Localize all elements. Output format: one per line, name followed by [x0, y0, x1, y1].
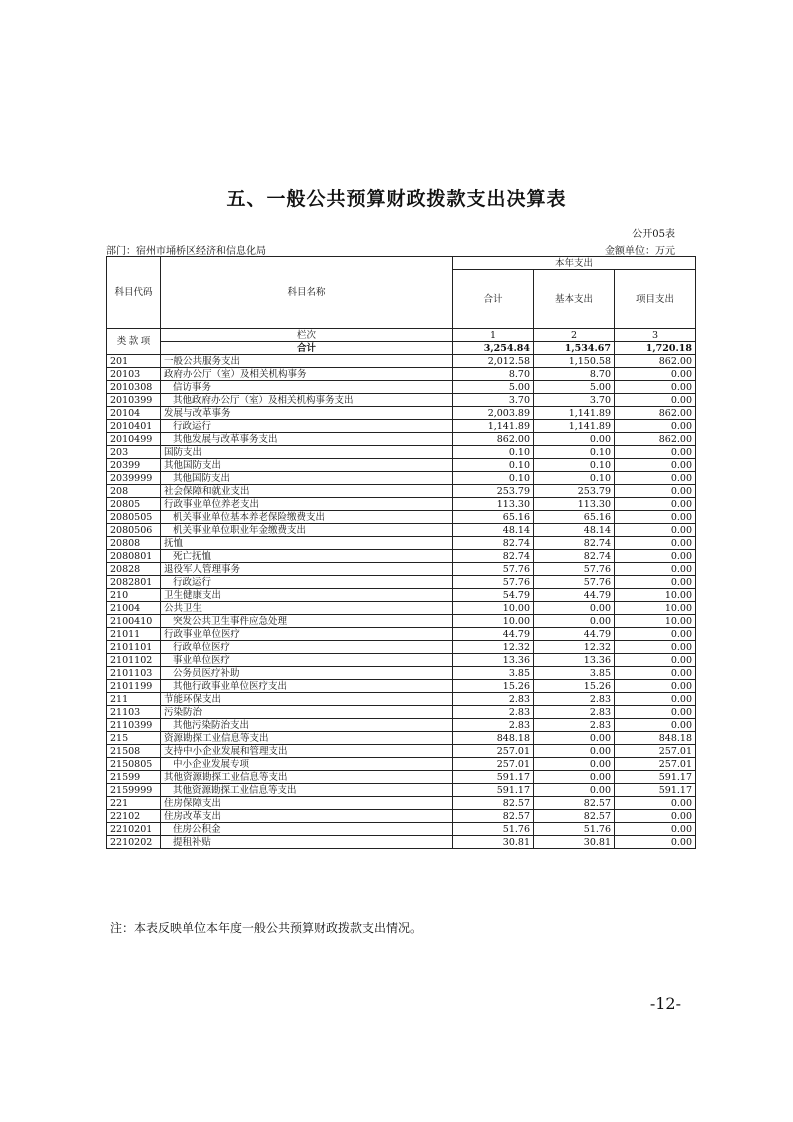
department-label: 部门：宿州市埇桥区经济和信息化局	[106, 246, 266, 257]
basic-amount: 5.00	[534, 381, 615, 394]
table-row	[107, 654, 696, 667]
table-row	[107, 472, 696, 485]
basic-amount: 113.30	[534, 498, 615, 511]
subject-code: 21004	[107, 602, 161, 615]
table-row	[107, 810, 696, 823]
column-index-3: 3	[615, 329, 696, 342]
table-row	[107, 823, 696, 836]
total-amount: 3.85	[453, 667, 534, 680]
basic-amount: 82.57	[534, 797, 615, 810]
subject-name: 退役军人管理事务	[161, 563, 453, 576]
page-number: -12-	[649, 994, 681, 1013]
sum-row-label: 合计	[161, 342, 453, 355]
total-amount: 57.76	[453, 576, 534, 589]
subject-name: 机关事业单位职业年金缴费支出	[161, 524, 453, 537]
project-amount: 0.00	[615, 420, 696, 433]
basic-amount: 44.79	[534, 628, 615, 641]
project-amount: 257.01	[615, 758, 696, 771]
subject-name: 抚恤	[161, 537, 453, 550]
basic-amount: 30.81	[534, 836, 615, 849]
subject-code: 208	[107, 485, 161, 498]
total-amount: 862.00	[453, 433, 534, 446]
table-row	[107, 368, 696, 381]
project-amount: 862.00	[615, 407, 696, 420]
subject-name: 住房改革支出	[161, 810, 453, 823]
total-amount: 0.10	[453, 472, 534, 485]
total-header: 合计	[453, 270, 534, 329]
basic-amount: 48.14	[534, 524, 615, 537]
table-row	[107, 615, 696, 628]
table-row	[107, 758, 696, 771]
subject-code: 2080506	[107, 524, 161, 537]
basic-amount: 82.57	[534, 810, 615, 823]
total-amount: 51.76	[453, 823, 534, 836]
subject-name: 死亡抚恤	[161, 550, 453, 563]
category-levels-header	[107, 329, 161, 355]
project-amount: 0.00	[615, 706, 696, 719]
project-amount: 862.00	[615, 433, 696, 446]
basic-amount: 0.10	[534, 459, 615, 472]
table-row	[107, 771, 696, 784]
table-row	[107, 589, 696, 602]
table-row	[107, 745, 696, 758]
lei-label: 类	[116, 336, 127, 347]
subject-name: 支持中小企业发展和管理支出	[161, 745, 453, 758]
total-amount: 113.30	[453, 498, 534, 511]
project-amount: 0.00	[615, 524, 696, 537]
basic-amount: 0.10	[534, 446, 615, 459]
subject-name: 住房保障支出	[161, 797, 453, 810]
xiang-label: 项	[140, 336, 151, 347]
total-amount: 82.57	[453, 797, 534, 810]
subject-code: 210	[107, 589, 161, 602]
project-amount: 0.00	[615, 511, 696, 524]
basic-expense-header: 基本支出	[534, 270, 615, 329]
table-row	[107, 836, 696, 849]
amount-unit-label: 金额单位：万元	[605, 246, 675, 257]
project-amount: 0.00	[615, 394, 696, 407]
project-amount: 0.00	[615, 459, 696, 472]
sum-basic: 1,534.67	[534, 342, 615, 355]
table-row	[107, 420, 696, 433]
table-row	[107, 407, 696, 420]
subject-name: 国防支出	[161, 446, 453, 459]
project-amount: 0.00	[615, 446, 696, 459]
subject-code: 221	[107, 797, 161, 810]
subject-name: 社会保障和就业支出	[161, 485, 453, 498]
subject-code: 21103	[107, 706, 161, 719]
basic-amount: 82.74	[534, 537, 615, 550]
project-amount: 591.17	[615, 784, 696, 797]
project-amount: 0.00	[615, 576, 696, 589]
basic-amount: 3.70	[534, 394, 615, 407]
table-row	[107, 459, 696, 472]
basic-amount: 12.32	[534, 641, 615, 654]
subject-code: 2210201	[107, 823, 161, 836]
subject-name: 事业单位医疗	[161, 654, 453, 667]
subject-code: 2100410	[107, 615, 161, 628]
basic-amount: 2.83	[534, 693, 615, 706]
subject-name: 其他资源勘探工业信息等支出	[161, 784, 453, 797]
table-row	[107, 719, 696, 732]
basic-amount: 8.70	[534, 368, 615, 381]
project-amount: 862.00	[615, 355, 696, 368]
subject-name: 其他资源勘探工业信息等支出	[161, 771, 453, 784]
basic-amount: 1,150.58	[534, 355, 615, 368]
table-row	[107, 797, 696, 810]
project-amount: 0.00	[615, 381, 696, 394]
project-amount: 0.00	[615, 368, 696, 381]
subject-code: 2080801	[107, 550, 161, 563]
project-amount: 0.00	[615, 654, 696, 667]
table-row	[107, 602, 696, 615]
subject-code: 215	[107, 732, 161, 745]
table-row	[107, 498, 696, 511]
table-row	[107, 550, 696, 563]
basic-amount: 253.79	[534, 485, 615, 498]
subject-name: 发展与改革事务	[161, 407, 453, 420]
subject-code: 22102	[107, 810, 161, 823]
basic-amount: 0.00	[534, 758, 615, 771]
form-code: 公开05表	[632, 229, 675, 240]
subject-name-header: 科目名称	[161, 257, 453, 329]
basic-amount: 65.16	[534, 511, 615, 524]
subject-name: 其他国防支出	[161, 472, 453, 485]
subject-code: 21011	[107, 628, 161, 641]
total-amount: 2.83	[453, 693, 534, 706]
subject-code: 20828	[107, 563, 161, 576]
subject-code-header: 科目代码	[107, 257, 161, 329]
total-amount: 2.83	[453, 706, 534, 719]
basic-amount: 1,141.89	[534, 407, 615, 420]
total-amount: 82.74	[453, 550, 534, 563]
table-row	[107, 563, 696, 576]
subject-code: 211	[107, 693, 161, 706]
total-amount: 591.17	[453, 771, 534, 784]
subject-code: 2150805	[107, 758, 161, 771]
basic-amount: 3.85	[534, 667, 615, 680]
table-row	[107, 784, 696, 797]
total-amount: 5.00	[453, 381, 534, 394]
subject-code: 2101199	[107, 680, 161, 693]
project-amount: 0.00	[615, 836, 696, 849]
project-amount: 10.00	[615, 589, 696, 602]
subject-code: 20104	[107, 407, 161, 420]
basic-amount: 0.00	[534, 784, 615, 797]
table-row	[107, 732, 696, 745]
project-amount: 10.00	[615, 615, 696, 628]
subject-code: 2010399	[107, 394, 161, 407]
column-index-label: 栏次	[161, 329, 453, 342]
subject-name: 提租补贴	[161, 836, 453, 849]
total-amount: 30.81	[453, 836, 534, 849]
project-amount: 591.17	[615, 771, 696, 784]
subject-code: 2010401	[107, 420, 161, 433]
total-amount: 257.01	[453, 758, 534, 771]
subject-name: 节能环保支出	[161, 693, 453, 706]
total-amount: 12.32	[453, 641, 534, 654]
subject-name: 行政运行	[161, 420, 453, 433]
subject-code: 2082801	[107, 576, 161, 589]
kuan-label: 款	[128, 336, 139, 347]
basic-amount: 0.00	[534, 615, 615, 628]
project-amount: 10.00	[615, 602, 696, 615]
project-expense-header: 项目支出	[615, 270, 696, 329]
table-row	[107, 446, 696, 459]
table-row	[107, 693, 696, 706]
subject-code: 2159999	[107, 784, 161, 797]
subject-name: 行政运行	[161, 576, 453, 589]
total-amount: 57.76	[453, 563, 534, 576]
total-amount: 13.36	[453, 654, 534, 667]
total-amount: 48.14	[453, 524, 534, 537]
basic-amount: 0.00	[534, 771, 615, 784]
total-amount: 10.00	[453, 602, 534, 615]
project-amount: 0.00	[615, 823, 696, 836]
table-row	[107, 537, 696, 550]
total-amount: 8.70	[453, 368, 534, 381]
table-row	[107, 706, 696, 719]
subject-name: 其他政府办公厅（室）及相关机构事务支出	[161, 394, 453, 407]
sum-total: 3,254.84	[453, 342, 534, 355]
basic-amount: 0.00	[534, 745, 615, 758]
total-amount: 2.83	[453, 719, 534, 732]
total-amount: 2,003.89	[453, 407, 534, 420]
subject-code: 2039999	[107, 472, 161, 485]
table-row	[107, 433, 696, 446]
basic-amount: 2.83	[534, 706, 615, 719]
project-amount: 0.00	[615, 810, 696, 823]
subject-name: 其他行政事业单位医疗支出	[161, 680, 453, 693]
table-row	[107, 576, 696, 589]
project-amount: 0.00	[615, 680, 696, 693]
subject-code: 21508	[107, 745, 161, 758]
subject-name: 公共卫生	[161, 602, 453, 615]
subject-name: 突发公共卫生事件应急处理	[161, 615, 453, 628]
subject-code: 21599	[107, 771, 161, 784]
expenditure-table	[106, 256, 696, 849]
subject-code: 2101103	[107, 667, 161, 680]
subject-name: 行政事业单位养老支出	[161, 498, 453, 511]
total-amount: 848.18	[453, 732, 534, 745]
subject-code: 20399	[107, 459, 161, 472]
subject-name: 行政事业单位医疗	[161, 628, 453, 641]
total-amount: 0.10	[453, 459, 534, 472]
subject-name: 污染防治	[161, 706, 453, 719]
basic-amount: 0.00	[534, 732, 615, 745]
total-amount: 2,012.58	[453, 355, 534, 368]
subject-name: 公务员医疗补助	[161, 667, 453, 680]
project-amount: 0.00	[615, 667, 696, 680]
subject-code: 2010308	[107, 381, 161, 394]
total-amount: 82.57	[453, 810, 534, 823]
subject-code: 203	[107, 446, 161, 459]
subject-code: 2101101	[107, 641, 161, 654]
subject-name: 资源勘探工业信息等支出	[161, 732, 453, 745]
project-amount: 0.00	[615, 537, 696, 550]
basic-amount: 57.76	[534, 576, 615, 589]
subject-code: 2010499	[107, 433, 161, 446]
total-amount: 10.00	[453, 615, 534, 628]
subject-name: 其他污染防治支出	[161, 719, 453, 732]
subject-name: 信访事务	[161, 381, 453, 394]
subject-name: 其他国防支出	[161, 459, 453, 472]
total-amount: 591.17	[453, 784, 534, 797]
total-amount: 54.79	[453, 589, 534, 602]
subject-name: 政府办公厅（室）及相关机构事务	[161, 368, 453, 381]
table-row	[107, 394, 696, 407]
project-amount: 0.00	[615, 628, 696, 641]
table-row	[107, 641, 696, 654]
basic-amount: 57.76	[534, 563, 615, 576]
project-amount: 0.00	[615, 693, 696, 706]
project-amount: 0.00	[615, 719, 696, 732]
project-amount: 0.00	[615, 641, 696, 654]
subject-code: 20103	[107, 368, 161, 381]
subject-code: 2110399	[107, 719, 161, 732]
total-amount: 257.01	[453, 745, 534, 758]
table-note: 注：本表反映单位本年度一般公共预算财政拨款支出情况。	[110, 921, 423, 935]
subject-code: 20805	[107, 498, 161, 511]
total-amount: 65.16	[453, 511, 534, 524]
basic-amount: 44.79	[534, 589, 615, 602]
subject-name: 机关事业单位基本养老保险缴费支出	[161, 511, 453, 524]
table-row	[107, 680, 696, 693]
table-row	[107, 355, 696, 368]
subject-name: 行政单位医疗	[161, 641, 453, 654]
basic-amount: 0.00	[534, 433, 615, 446]
subject-code: 2080505	[107, 511, 161, 524]
current-year-header: 本年支出	[453, 257, 696, 270]
basic-amount: 13.36	[534, 654, 615, 667]
total-amount: 15.26	[453, 680, 534, 693]
subject-code: 2101102	[107, 654, 161, 667]
basic-amount: 15.26	[534, 680, 615, 693]
total-amount: 3.70	[453, 394, 534, 407]
project-amount: 848.18	[615, 732, 696, 745]
total-amount: 1,141.89	[453, 420, 534, 433]
basic-amount: 2.83	[534, 719, 615, 732]
project-amount: 0.00	[615, 472, 696, 485]
project-amount: 0.00	[615, 550, 696, 563]
project-amount: 0.00	[615, 563, 696, 576]
project-amount: 257.01	[615, 745, 696, 758]
basic-amount: 0.00	[534, 602, 615, 615]
total-amount: 253.79	[453, 485, 534, 498]
subject-name: 一般公共服务支出	[161, 355, 453, 368]
table-row	[107, 485, 696, 498]
basic-amount: 51.76	[534, 823, 615, 836]
page-title: 五、一般公共预算财政拨款支出决算表	[226, 188, 567, 210]
table-row	[107, 628, 696, 641]
subject-code: 201	[107, 355, 161, 368]
project-amount: 0.00	[615, 485, 696, 498]
project-amount: 0.00	[615, 498, 696, 511]
sum-project: 1,720.18	[615, 342, 696, 355]
basic-amount: 82.74	[534, 550, 615, 563]
subject-code: 20808	[107, 537, 161, 550]
total-amount: 82.74	[453, 537, 534, 550]
subject-name: 卫生健康支出	[161, 589, 453, 602]
subject-name: 中小企业发展专项	[161, 758, 453, 771]
project-amount: 0.00	[615, 797, 696, 810]
table-row	[107, 511, 696, 524]
total-amount: 44.79	[453, 628, 534, 641]
basic-amount: 0.10	[534, 472, 615, 485]
column-index-2: 2	[534, 329, 615, 342]
subject-code: 2210202	[107, 836, 161, 849]
table-row	[107, 381, 696, 394]
basic-amount: 1,141.89	[534, 420, 615, 433]
table-row	[107, 524, 696, 537]
subject-name: 其他发展与改革事务支出	[161, 433, 453, 446]
column-index-1: 1	[453, 329, 534, 342]
subject-name: 住房公积金	[161, 823, 453, 836]
table-row	[107, 667, 696, 680]
total-amount: 0.10	[453, 446, 534, 459]
